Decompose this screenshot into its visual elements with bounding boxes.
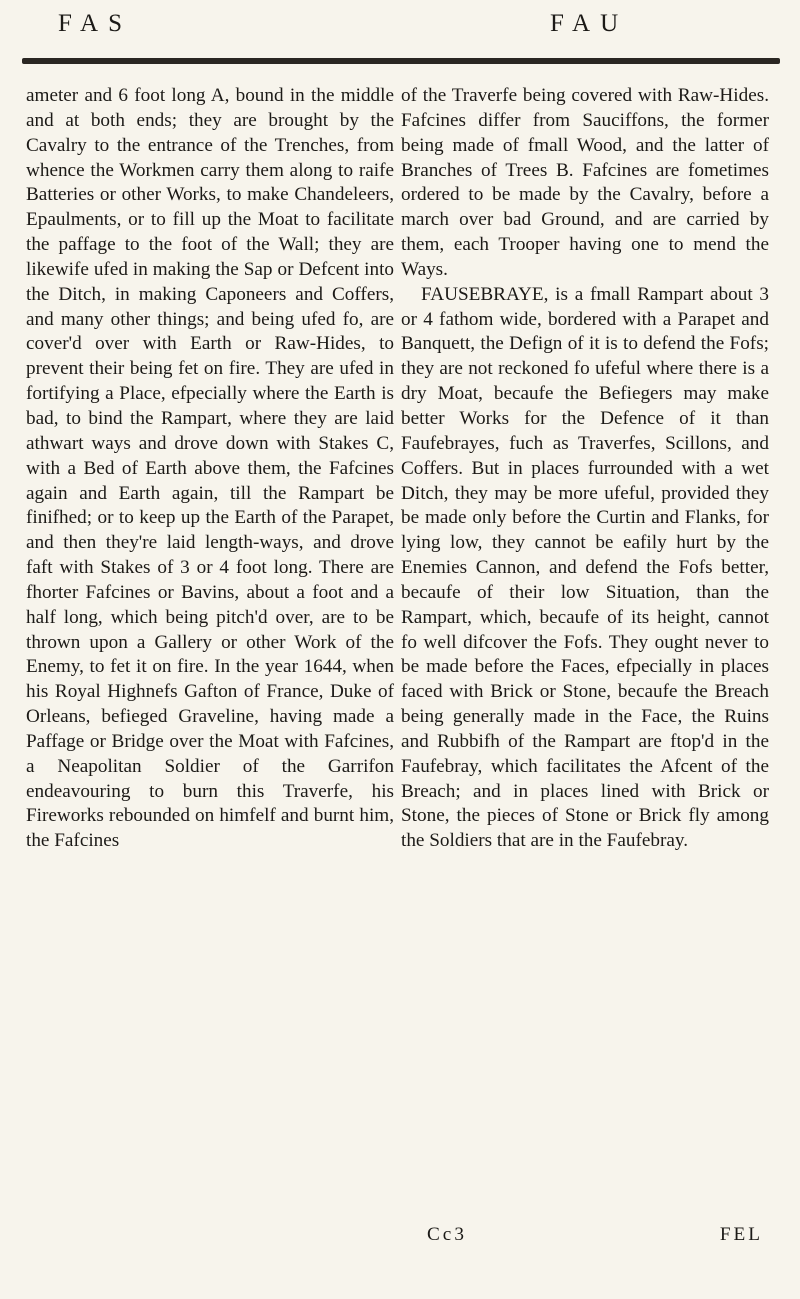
header-rule: [22, 58, 780, 64]
running-header: [0, 10, 800, 50]
signature-mark: Cc3: [427, 1224, 467, 1245]
left-column: [26, 84, 394, 854]
left-paragraph-1: ameter and 6 foot long A, bound in the middle and at both ends; they are brought by the Cavalry to the entrance of the Trenches, from whence the Workmen carry them along to raife Batteries or other Works, to make Chandeleers, Epaulments, or to fill up the Moat to facilitate the paffage to the foot of the Wall; they are likewife ufed in making the Sap or Defcent into the Ditch, in making Caponeers and Coffers, and many other things; and being ufed fo, are cover'd over with Earth or Raw-Hides, to prevent their being fet on fire. They are ufed in fortifying a Place, efpecially where the Earth is bad, to bind the Rampart, where they are laid athwart ways and drove down with Stakes C, with a Bed of Earth above them, the Fafcines again and Earth again, till the Rampart be finifhed; or to keep up the Earth of the Parapet, and then they're laid length-ways, and drove faft with Stakes of 3 or 4 foot long. There are fhorter Fafcines or Bavins, about a foot and a half long, which being pitch'd over, are to be thrown upon a Gallery or other Work of the Enemy, to fet it on fire. In the year 1644, when his Royal Highnefs Gafton of France, Duke of Orleans, befieged Graveline, having made a Paffage or Bridge over the Moat with Fafcines, a Neapolitan Soldier of the Garrifon endeavouring to burn this Traverfe, his Fireworks rebounded on himfelf and burnt him, the Fafcines: [26, 85, 394, 852]
right-paragraph-2: FAUSEBRAYE, is a fmall Rampart about 3 or 4 fathom wide, bordered with a Parapet and Banquett, the Defign of it is to defend the Fofs; they are not reckoned fo ufeful where there is a dry Moat, becaufe the Befiegers may make better Works for the Defence of it than Faufebrayes, fuch as Traverfes, Scillons, and Coffers. But in places furrounded with a wet Ditch, they may be more ufeful, provided they be made only before the Curtin and Flanks, for lying low, they cannot be eafily hurt by the Enemies Cannon, and defend the Fofs better, becaufe of their low Situation, than the Rampart, which, becaufe of its height, cannot fo well difcover the Fofs. They ought never to be made before the Faces, efpecially in places faced with Brick or Stone, becaufe the Breach being generally made in the Face, the Ruins and Rubbifh of the Rampart are ftop'd in the Faufebray, which facilitates the Afcent of the Breach; and in places lined with Brick or Stone, the pieces of Stone or Brick fly among the Soldiers that are in the Faufebray.: [401, 283, 769, 852]
header-left-word: FAS: [58, 10, 133, 37]
right-column: [401, 84, 769, 854]
catchword: FEL: [719, 1224, 763, 1245]
header-right-word: FAU: [550, 10, 629, 37]
page-footer: [401, 1224, 769, 1250]
right-paragraph-1: of the Traverfe being covered with Raw-Hides. Fafcines differ from Sauciffons, the former being made of fmall Wood, and the latter of Branches of Trees B. Fafcines are fometimes ordered to be made by the Cavalry, before a march over bad Ground, and are carried by them, each Trooper having one to mend the Ways.: [401, 85, 769, 280]
